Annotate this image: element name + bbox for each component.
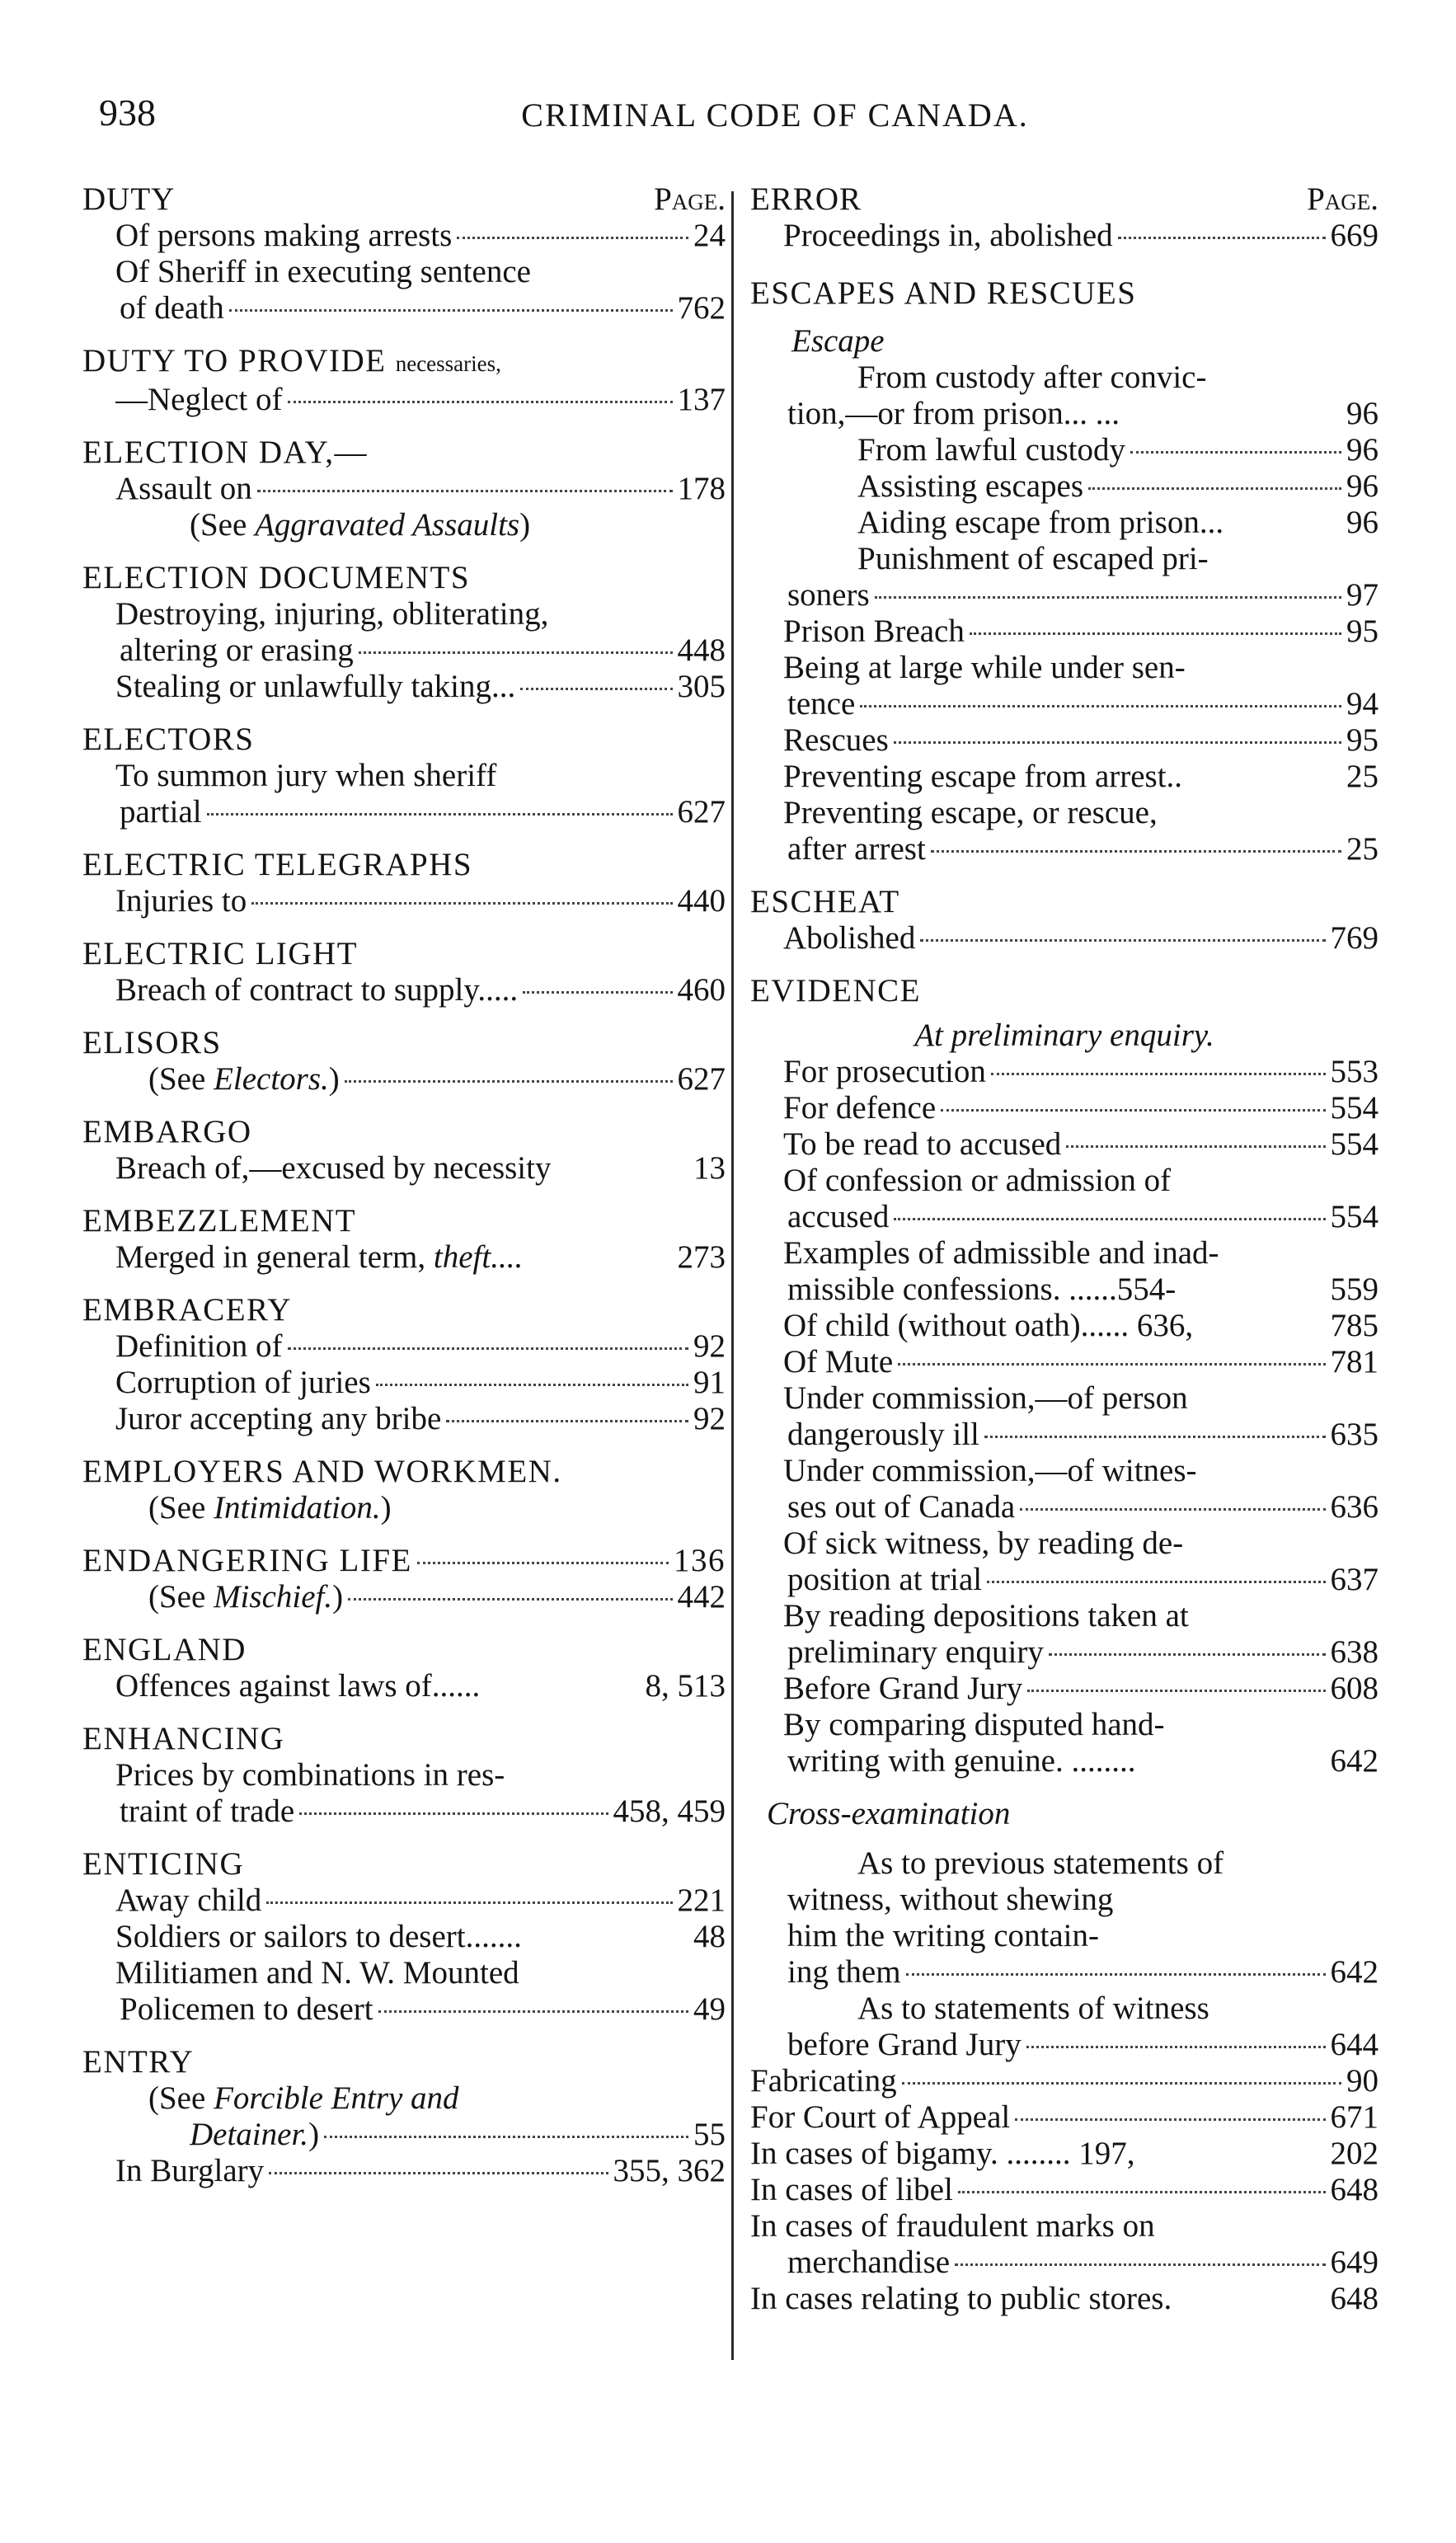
index-line: partial 627 — [120, 794, 726, 830]
entry-heading: ENTRY — [82, 2044, 195, 2080]
index-line: tion,—or from prison... ... 96 — [787, 396, 1379, 431]
index-line: In cases of libel 648 — [750, 2172, 1379, 2207]
index-line: Prices by combinations in res- — [115, 1757, 505, 1793]
index-line: Of confession or admission of — [783, 1163, 1172, 1198]
index-line: him the writing contain- — [787, 1918, 1100, 1953]
index-entry-elisors — [82, 1025, 726, 1098]
index-line: In Burglary 355, 362 — [115, 2153, 726, 2188]
index-line: Corruption of juries 91 — [115, 1365, 726, 1400]
index-line: Being at large while under sen- — [783, 650, 1186, 685]
index-entry-england — [82, 1632, 726, 1704]
index-entry-evidence — [750, 973, 1379, 2317]
index-entry-escheat — [750, 884, 1379, 957]
left-column — [82, 181, 726, 2189]
entry-heading: EMPLOYERS AND WORKMEN. — [82, 1454, 562, 1489]
index-line: after arrest 25 — [787, 831, 1379, 867]
subheading: Cross-examination — [767, 1796, 1011, 1831]
index-entry-election-day — [82, 435, 726, 543]
index-line: As to statements of witness — [857, 1991, 1209, 2026]
index-line: To summon jury when sheriff — [115, 758, 497, 793]
index-line: Juror accepting any bribe 92 — [115, 1401, 726, 1436]
index-line: Before Grand Jury 608 — [783, 1671, 1379, 1706]
index-line: ses out of Canada 636 — [787, 1489, 1379, 1525]
index-line: Assault on 178 — [115, 471, 726, 506]
index-line: Of sick witness, by reading de- — [783, 1525, 1184, 1561]
index-line: Abolished 769 — [783, 920, 1379, 956]
index-line: position at trial 637 — [787, 1562, 1379, 1597]
index-line: Preventing escape from arrest.. 25 — [783, 759, 1379, 794]
entry-heading: ENHANCING — [82, 1721, 285, 1756]
index-line: Breach of contract to supply..... 460 — [115, 972, 726, 1008]
entry-heading: EMBARGO — [82, 1114, 252, 1149]
cross-reference: Detainer.) 55 — [190, 2117, 726, 2152]
index-line: Under commission,—of person — [783, 1380, 1188, 1416]
index-line: ing them 642 — [787, 1954, 1379, 1990]
index-line: before Grand Jury 644 — [787, 2027, 1379, 2062]
index-line: For Court of Appeal 671 — [750, 2099, 1379, 2135]
index-line: Punishment of escaped pri- — [857, 541, 1209, 576]
index-line: From lawful custody 96 — [857, 432, 1379, 468]
index-entry-embracery — [82, 1292, 726, 1437]
index-line: Policemen to desert 49 — [120, 1991, 726, 2027]
index-line: Prison Breach 95 — [783, 613, 1379, 649]
heading-error: ERROR — [750, 181, 862, 217]
index-line: To be read to accused 554 — [783, 1126, 1379, 1162]
entry-heading: EVIDENCE — [750, 973, 921, 1008]
index-line: By comparing disputed hand- — [783, 1707, 1165, 1742]
index-line: Injuries to 440 — [115, 883, 726, 919]
column-divider — [731, 191, 734, 2360]
index-line: Examples of admissible and inad- — [783, 1235, 1219, 1271]
index-entry-electric-telegraphs — [82, 847, 726, 919]
cross-reference: (See Electors.) 627 — [148, 1061, 726, 1097]
index-line: dangerously ill 635 — [787, 1417, 1379, 1452]
index-line: For prosecution 553 — [783, 1054, 1379, 1089]
entry-heading: ELECTRIC TELEGRAPHS — [82, 847, 473, 882]
index-line: Preventing escape, or rescue, — [783, 795, 1158, 830]
index-entry-election-documents — [82, 560, 726, 705]
index-heading-duty — [82, 181, 726, 218]
index-line: Soldiers or sailors to desert....... 48 — [115, 1919, 726, 1954]
index-line: Stealing or unlawfully taking... 305 — [115, 669, 726, 704]
index-entry-entry — [82, 2044, 726, 2189]
heading-duty: DUTY — [82, 181, 176, 217]
index-line: preliminary enquiry 638 — [787, 1634, 1379, 1670]
index-line: Breach of,—excused by necessity 13 — [115, 1150, 726, 1186]
index-line: Definition of 92 — [115, 1328, 726, 1364]
index-entry-employers — [82, 1454, 726, 1526]
index-entry-endangering-life — [82, 1543, 726, 1615]
index-line: Under commission,—of witnes- — [783, 1453, 1197, 1488]
index-line: altering or erasing 448 — [120, 632, 726, 668]
cross-reference: (See Aggravated Assaults) — [190, 507, 531, 543]
entry-heading: ELECTION DAY,— — [82, 435, 369, 470]
subheading: Escape — [791, 323, 885, 359]
index-entry-electric-light — [82, 936, 726, 1008]
index-entry-embargo — [82, 1114, 726, 1187]
index-entry-duty-to-provide — [82, 343, 726, 418]
entry-heading: ELISORS — [82, 1025, 222, 1060]
index-line: Away child 221 — [115, 1883, 726, 1918]
index-line: tence 94 — [787, 686, 1379, 722]
entry-heading: ESCAPES AND RESCUES — [750, 275, 1137, 311]
index-line: Militiamen and N. W. Mounted — [115, 1955, 519, 1991]
entry-heading: DUTY TO PROVIDE necessaries, — [82, 343, 501, 378]
entry-heading: EMBRACERY — [82, 1292, 293, 1328]
subheading: At preliminary enquiry. — [914, 1018, 1214, 1053]
index-line: soners 97 — [787, 577, 1379, 613]
index-line: In cases relating to public stores. 648 — [750, 2281, 1379, 2316]
index-entry-electors — [82, 722, 726, 830]
index-line: In cases of fraudulent marks on — [750, 2208, 1155, 2244]
index-line: accused 554 — [787, 1199, 1379, 1234]
entry-heading: ENTICING — [82, 1846, 245, 1882]
index-entry-escapes — [750, 275, 1379, 867]
index-line: Assisting escapes 96 — [857, 468, 1379, 504]
index-line: As to previous statements of — [857, 1845, 1224, 1881]
entry-heading: ESCHEAT — [750, 884, 900, 919]
index-line: Of Sheriff in executing sentence — [115, 254, 531, 289]
index-entry-enticing — [82, 1846, 726, 2028]
index-heading-error — [750, 181, 1379, 218]
entry-heading: ELECTRIC LIGHT — [82, 936, 359, 971]
running-title: CRIMINAL CODE OF CANADA. — [521, 96, 1029, 134]
index-entry-embezzlement — [82, 1203, 726, 1276]
entry-heading: ENGLAND — [82, 1632, 247, 1667]
index-line: of death 762 — [120, 290, 726, 326]
index-line: Merged in general term, theft.... 273 — [115, 1239, 726, 1275]
index-line: Aiding escape from prison... 96 — [857, 505, 1379, 540]
entry-heading: ELECTORS — [82, 722, 255, 757]
index-line: Rescues 95 — [783, 722, 1379, 758]
index-line: —Neglect of 137 — [115, 382, 726, 417]
page-column-label: Page. — [1307, 181, 1379, 217]
index-line: Of Mute 781 — [783, 1344, 1379, 1380]
index-line: By reading depositions taken at — [783, 1598, 1189, 1633]
index-line: missible confessions. ......554- 559 — [787, 1272, 1379, 1307]
right-column — [750, 181, 1379, 2317]
index-line: In cases of bigamy. ........ 197, 202 — [750, 2136, 1379, 2171]
page-number: 938 — [99, 92, 156, 134]
page-header — [99, 91, 1385, 140]
index-line: Of persons making arrests 24 — [115, 218, 726, 253]
entry-heading: ENDANGERING LIFE 136 — [82, 1543, 726, 1578]
index-line: Destroying, injuring, obliterating, — [115, 596, 549, 632]
cross-reference: (See Intimidation.) — [148, 1490, 392, 1525]
index-line: Proceedings in, abolished 669 — [783, 218, 1379, 253]
index-line: Of child (without oath)...... 636, 785 — [783, 1308, 1379, 1343]
index-line: traint of trade 458, 459 — [120, 1793, 726, 1829]
index-line: Fabricating 90 — [750, 2063, 1379, 2099]
index-line: For defence 554 — [783, 1090, 1379, 1126]
index-line: Offences against laws of...... 8, 513 — [115, 1668, 726, 1704]
page-column-label: Page. — [654, 181, 726, 217]
index-line: writing with genuine. ........ 642 — [787, 1743, 1379, 1779]
index-entry-enhancing — [82, 1721, 726, 1830]
index-line: witness, without shewing — [787, 1882, 1114, 1917]
index-line: merchandise 649 — [787, 2245, 1379, 2280]
entry-heading: EMBEZZLEMENT — [82, 1203, 357, 1239]
cross-reference: (See Forcible Entry and — [148, 2080, 459, 2116]
entry-heading: ELECTION DOCUMENTS — [82, 560, 471, 595]
cross-reference: (See Mischief.) 442 — [148, 1579, 726, 1615]
index-line: From custody after convic- — [857, 360, 1207, 395]
